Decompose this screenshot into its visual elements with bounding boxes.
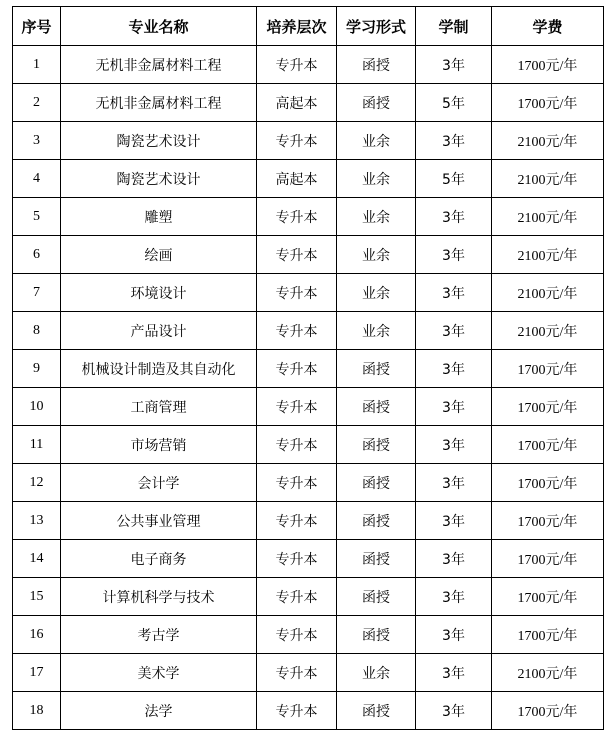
cell-study-mode: 函授 bbox=[337, 388, 416, 426]
cell-duration: 3年 bbox=[416, 692, 492, 730]
cell-row-index: 18 bbox=[13, 692, 61, 730]
cell-duration: 3年 bbox=[416, 350, 492, 388]
cell-duration: 3年 bbox=[416, 198, 492, 236]
cell-tuition: 1700元/年 bbox=[492, 464, 604, 502]
cell-study-mode: 函授 bbox=[337, 426, 416, 464]
program-table bbox=[12, 6, 604, 730]
cell-study-mode: 函授 bbox=[337, 692, 416, 730]
cell-tuition: 1700元/年 bbox=[492, 46, 604, 84]
cell-tuition: 1700元/年 bbox=[492, 578, 604, 616]
cell-duration: 3年 bbox=[416, 654, 492, 692]
cell-duration: 3年 bbox=[416, 388, 492, 426]
cell-major-name: 电子商务 bbox=[61, 540, 257, 578]
cell-level: 高起本 bbox=[257, 84, 337, 122]
cell-duration: 3年 bbox=[416, 236, 492, 274]
cell-level: 专升本 bbox=[257, 654, 337, 692]
table-row bbox=[13, 160, 604, 198]
table-row bbox=[13, 426, 604, 464]
header-study-mode: 学习形式 bbox=[337, 7, 416, 46]
cell-major-name: 机械设计制造及其自动化 bbox=[61, 350, 257, 388]
cell-major-name: 绘画 bbox=[61, 236, 257, 274]
cell-tuition: 2100元/年 bbox=[492, 122, 604, 160]
cell-duration: 5年 bbox=[416, 160, 492, 198]
cell-level: 专升本 bbox=[257, 198, 337, 236]
cell-study-mode: 业余 bbox=[337, 198, 416, 236]
cell-study-mode: 函授 bbox=[337, 46, 416, 84]
header-major-name: 专业名称 bbox=[61, 7, 257, 46]
cell-row-index: 7 bbox=[13, 274, 61, 312]
cell-study-mode: 函授 bbox=[337, 616, 416, 654]
table-row bbox=[13, 236, 604, 274]
header-tuition: 学费 bbox=[492, 7, 604, 46]
table-row bbox=[13, 692, 604, 730]
program-table-wrapper bbox=[12, 6, 604, 730]
header-index: 序号 bbox=[13, 7, 61, 46]
cell-tuition: 2100元/年 bbox=[492, 274, 604, 312]
cell-level: 专升本 bbox=[257, 46, 337, 84]
cell-row-index: 10 bbox=[13, 388, 61, 426]
cell-tuition: 2100元/年 bbox=[492, 198, 604, 236]
cell-major-name: 无机非金属材料工程 bbox=[61, 84, 257, 122]
cell-level: 专升本 bbox=[257, 464, 337, 502]
cell-major-name: 公共事业管理 bbox=[61, 502, 257, 540]
table-row bbox=[13, 84, 604, 122]
cell-row-index: 16 bbox=[13, 616, 61, 654]
cell-major-name: 环境设计 bbox=[61, 274, 257, 312]
cell-study-mode: 函授 bbox=[337, 350, 416, 388]
cell-row-index: 11 bbox=[13, 426, 61, 464]
cell-tuition: 1700元/年 bbox=[492, 616, 604, 654]
cell-major-name: 陶瓷艺术设计 bbox=[61, 122, 257, 160]
cell-major-name: 法学 bbox=[61, 692, 257, 730]
table-row bbox=[13, 464, 604, 502]
cell-row-index: 5 bbox=[13, 198, 61, 236]
cell-level: 专升本 bbox=[257, 578, 337, 616]
cell-study-mode: 业余 bbox=[337, 654, 416, 692]
cell-tuition: 1700元/年 bbox=[492, 84, 604, 122]
table-row bbox=[13, 274, 604, 312]
table-row bbox=[13, 388, 604, 426]
cell-level: 专升本 bbox=[257, 274, 337, 312]
cell-duration: 3年 bbox=[416, 312, 492, 350]
cell-tuition: 1700元/年 bbox=[492, 502, 604, 540]
cell-major-name: 会计学 bbox=[61, 464, 257, 502]
cell-study-mode: 函授 bbox=[337, 464, 416, 502]
cell-row-index: 14 bbox=[13, 540, 61, 578]
cell-duration: 3年 bbox=[416, 426, 492, 464]
cell-row-index: 3 bbox=[13, 122, 61, 160]
cell-level: 专升本 bbox=[257, 388, 337, 426]
table-row bbox=[13, 46, 604, 84]
cell-duration: 3年 bbox=[416, 122, 492, 160]
table-body bbox=[13, 46, 604, 730]
cell-duration: 3年 bbox=[416, 502, 492, 540]
cell-row-index: 15 bbox=[13, 578, 61, 616]
cell-study-mode: 函授 bbox=[337, 578, 416, 616]
cell-major-name: 工商管理 bbox=[61, 388, 257, 426]
header-duration: 学制 bbox=[416, 7, 492, 46]
cell-study-mode: 函授 bbox=[337, 502, 416, 540]
cell-study-mode: 业余 bbox=[337, 312, 416, 350]
cell-row-index: 6 bbox=[13, 236, 61, 274]
table-row bbox=[13, 654, 604, 692]
table-row bbox=[13, 122, 604, 160]
cell-tuition: 1700元/年 bbox=[492, 426, 604, 464]
cell-major-name: 美术学 bbox=[61, 654, 257, 692]
cell-level: 专升本 bbox=[257, 350, 337, 388]
cell-row-index: 4 bbox=[13, 160, 61, 198]
cell-tuition: 1700元/年 bbox=[492, 388, 604, 426]
table-row bbox=[13, 540, 604, 578]
cell-row-index: 9 bbox=[13, 350, 61, 388]
cell-level: 专升本 bbox=[257, 616, 337, 654]
cell-major-name: 无机非金属材料工程 bbox=[61, 46, 257, 84]
cell-tuition: 1700元/年 bbox=[492, 692, 604, 730]
cell-row-index: 2 bbox=[13, 84, 61, 122]
cell-level: 专升本 bbox=[257, 236, 337, 274]
cell-study-mode: 函授 bbox=[337, 540, 416, 578]
cell-major-name: 计算机科学与技术 bbox=[61, 578, 257, 616]
cell-major-name: 雕塑 bbox=[61, 198, 257, 236]
header-level: 培养层次 bbox=[257, 7, 337, 46]
cell-study-mode: 业余 bbox=[337, 274, 416, 312]
cell-tuition: 1700元/年 bbox=[492, 540, 604, 578]
cell-major-name: 考古学 bbox=[61, 616, 257, 654]
cell-study-mode: 业余 bbox=[337, 122, 416, 160]
cell-major-name: 产品设计 bbox=[61, 312, 257, 350]
table-row bbox=[13, 198, 604, 236]
table-row bbox=[13, 616, 604, 654]
cell-major-name: 市场营销 bbox=[61, 426, 257, 464]
cell-row-index: 1 bbox=[13, 46, 61, 84]
table-row bbox=[13, 578, 604, 616]
cell-level: 专升本 bbox=[257, 122, 337, 160]
table-row bbox=[13, 312, 604, 350]
table-header-row bbox=[13, 7, 604, 46]
cell-level: 高起本 bbox=[257, 160, 337, 198]
cell-level: 专升本 bbox=[257, 312, 337, 350]
cell-tuition: 2100元/年 bbox=[492, 312, 604, 350]
table-row bbox=[13, 350, 604, 388]
cell-level: 专升本 bbox=[257, 692, 337, 730]
cell-major-name: 陶瓷艺术设计 bbox=[61, 160, 257, 198]
cell-duration: 3年 bbox=[416, 578, 492, 616]
cell-row-index: 13 bbox=[13, 502, 61, 540]
cell-row-index: 12 bbox=[13, 464, 61, 502]
cell-row-index: 8 bbox=[13, 312, 61, 350]
cell-level: 专升本 bbox=[257, 540, 337, 578]
cell-level: 专升本 bbox=[257, 426, 337, 464]
cell-duration: 3年 bbox=[416, 274, 492, 312]
cell-duration: 5年 bbox=[416, 84, 492, 122]
cell-study-mode: 业余 bbox=[337, 236, 416, 274]
cell-duration: 3年 bbox=[416, 616, 492, 654]
cell-study-mode: 函授 bbox=[337, 84, 416, 122]
cell-level: 专升本 bbox=[257, 502, 337, 540]
cell-study-mode: 业余 bbox=[337, 160, 416, 198]
cell-duration: 3年 bbox=[416, 540, 492, 578]
cell-row-index: 17 bbox=[13, 654, 61, 692]
cell-duration: 3年 bbox=[416, 464, 492, 502]
table-row bbox=[13, 502, 604, 540]
cell-tuition: 2100元/年 bbox=[492, 160, 604, 198]
cell-tuition: 2100元/年 bbox=[492, 654, 604, 692]
cell-tuition: 2100元/年 bbox=[492, 236, 604, 274]
cell-tuition: 1700元/年 bbox=[492, 350, 604, 388]
cell-duration: 3年 bbox=[416, 46, 492, 84]
